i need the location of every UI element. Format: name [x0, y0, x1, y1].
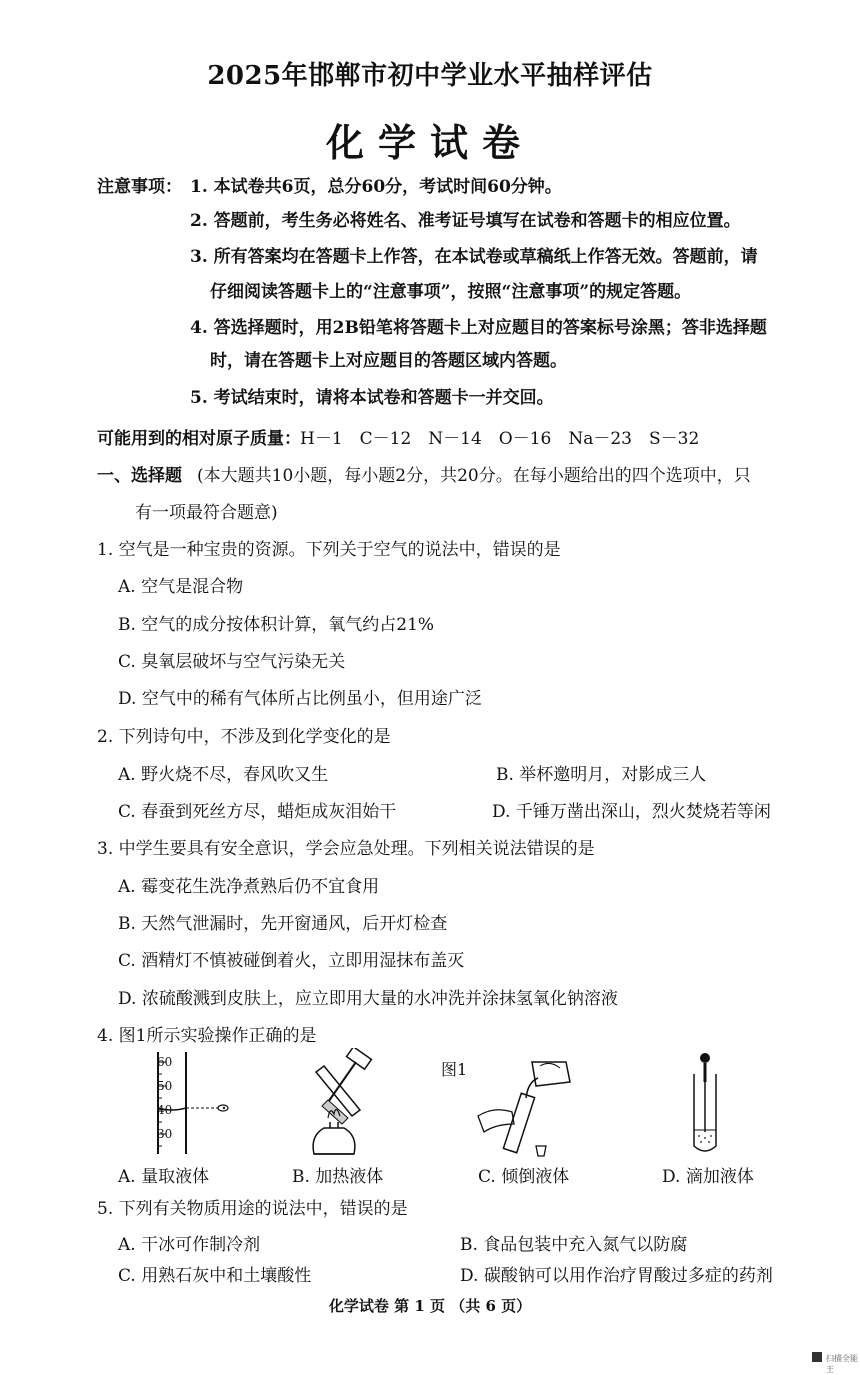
question-option: B. 食品包装中充入氮气以防腐 — [460, 1235, 688, 1255]
exam-title: 2025年邯郸市初中学业水平抽样评估 — [207, 61, 653, 91]
cylinder-tick-label: 30 — [157, 1127, 173, 1141]
question-stem: 1. 空气是一种宝贵的资源。下列关于空气的说法中，错误的是 — [97, 540, 561, 560]
question-stem: 3. 中学生要具有安全意识，学会应急处理。下列相关说法错误的是 — [97, 839, 595, 859]
notices-label: 注意事项： — [97, 177, 182, 197]
dropping-liquid-figure — [680, 1052, 730, 1156]
subject-title: 化学试卷 — [325, 120, 534, 165]
question-stem: 4. 图1所示实验操作正确的是 — [97, 1026, 317, 1046]
question-stem: 2. 下列诗句中，不涉及到化学变化的是 — [97, 727, 391, 747]
atomic-mass-values: H－1 C－12 N－14 O－16 Na－23 S－32 — [300, 429, 700, 449]
cylinder-tick-label: 40 — [157, 1103, 173, 1117]
question-option: B. 加热液体 — [292, 1167, 384, 1187]
question-option: B. 天然气泄漏时，先开窗通风，后开灯检查 — [118, 914, 448, 934]
question-option: C. 春蚕到死丝方尽，蜡炬成灰泪始干 — [118, 802, 397, 822]
notice-item: 1. 本试卷共6页，总分60分，考试时间60分钟。 — [190, 177, 562, 197]
notice-item: 时，请在答题卡上对应题目的答题区域内答题。 — [210, 351, 567, 371]
question-option: C. 臭氧层破坏与空气污染无关 — [118, 652, 346, 672]
page-footer: 化学试卷 第 1 页 （共 6 页） — [328, 1297, 532, 1315]
section-description: 有一项最符合题意) — [135, 503, 278, 523]
atomic-mass-label: 可能用到的相对原子质量： — [97, 429, 301, 449]
heating-liquid-figure — [300, 1048, 390, 1158]
cylinder-tick-label: 60 — [157, 1055, 173, 1069]
notice-item: 5. 考试结束时，请将本试卷和答题卡一并交回。 — [190, 388, 554, 408]
question-option: A. 干冰可作制冷剂 — [118, 1235, 261, 1255]
qr-icon — [812, 1352, 822, 1362]
graduated-cylinder-figure — [140, 1052, 235, 1157]
question-option: B. 空气的成分按体积计算，氧气约占21% — [118, 615, 435, 635]
section-title: 一、选择题 — [97, 466, 182, 486]
question-stem: 5. 下列有关物质用途的说法中，错误的是 — [97, 1199, 408, 1219]
pouring-liquid-figure — [470, 1058, 580, 1158]
notice-item: 3. 所有答案均在答题卡上作答，在本试卷或草稿纸上作答无效。答题前，请 — [190, 247, 758, 267]
question-option: B. 举杯邀明月，对影成三人 — [496, 765, 707, 785]
question-option: D. 浓硫酸溅到皮肤上，应立即用大量的水冲洗并涂抹氢氧化钠溶液 — [118, 989, 618, 1009]
question-option: A. 霉变花生洗净煮熟后仍不宜食用 — [118, 877, 380, 897]
figure-label: 图1 — [441, 1060, 468, 1079]
notice-item: 2. 答题前，考生务必将姓名、准考证号填写在试卷和答题卡的相应位置。 — [190, 211, 741, 231]
notice-item: 仔细阅读答题卡上的“注意事项”，按照“注意事项”的规定答题。 — [210, 282, 692, 302]
question-option: A. 空气是混合物 — [118, 577, 244, 597]
question-option: A. 野火烧不尽，春风吹又生 — [118, 765, 329, 785]
question-option: D. 滴加液体 — [662, 1167, 754, 1187]
question-option: D. 千锤万凿出深山，烈火焚烧若等闲 — [492, 802, 771, 822]
question-option: C. 用熟石灰中和土壤酸性 — [118, 1266, 312, 1286]
cylinder-tick-label: 50 — [157, 1079, 173, 1093]
question-option: D. 空气中的稀有气体所占比例虽小，但用途广泛 — [118, 689, 482, 709]
notice-item: 4. 答选择题时，用2B铅笔将答题卡上对应题目的答案标号涂黑；答非选择题 — [190, 318, 767, 338]
question-option: D. 碳酸钠可以用作治疗胃酸过多症的药剂 — [460, 1266, 773, 1286]
question-option: C. 酒精灯不慎被碰倒着火，立即用湿抹布盖灭 — [118, 951, 465, 971]
question-option: C. 倾倒液体 — [478, 1167, 570, 1187]
question-option: A. 量取液体 — [118, 1167, 210, 1187]
scanner-watermark: 扫描全能王 — [826, 1354, 858, 1374]
section-description: (本大题共10小题，每小题2分，共20分。在每小题给出的四个选项中，只 — [197, 466, 751, 486]
